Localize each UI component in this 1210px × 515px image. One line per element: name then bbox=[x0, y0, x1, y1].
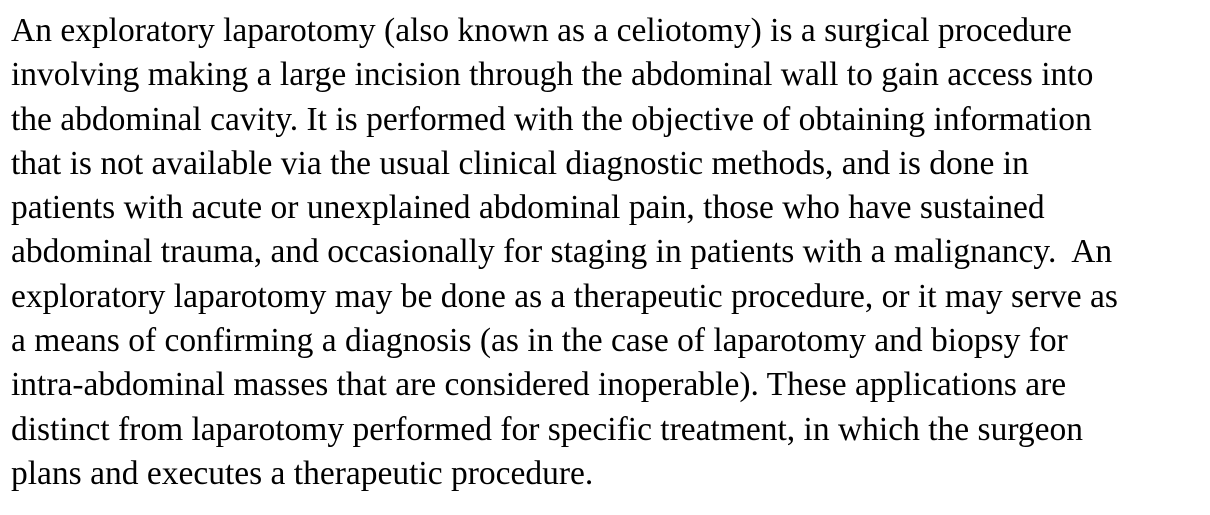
paragraph-line: distinct from laparotomy performed for specific treatment, in which the surgeon bbox=[11, 410, 1083, 448]
paragraph-line: abdominal trauma, and occasionally for staging in patients with a malignancy. An bbox=[11, 233, 1113, 271]
paragraph-line: a means of confirming a diagnosis (as in the case of laparotomy and biopsy for bbox=[11, 322, 1068, 360]
paragraph-line: patients with acute or unexplained abdominal pain, those who have sustained bbox=[11, 189, 1045, 227]
paragraph-line: that is not available via the usual clinical diagnostic methods, and is done in bbox=[11, 144, 1029, 182]
paragraph-line: the abdominal cavity. It is performed with the objective of obtaining information bbox=[11, 100, 1092, 138]
paragraph-line: plans and executes a therapeutic procedure. bbox=[11, 454, 594, 492]
paragraph bbox=[11, 9, 1206, 496]
paragraph-line: An exploratory laparotomy (also known as a celiotomy) is a surgical procedure bbox=[11, 12, 1072, 49]
paragraph-line: intra-abdominal masses that are considered inoperable). These applications are bbox=[11, 366, 1067, 404]
paragraph-line: exploratory laparotomy may be done as a therapeutic procedure, or it may serve as bbox=[11, 277, 1118, 315]
document-body bbox=[11, 9, 1206, 496]
paragraph-line: involving making a large incision through the abdominal wall to gain access into bbox=[11, 56, 1094, 94]
